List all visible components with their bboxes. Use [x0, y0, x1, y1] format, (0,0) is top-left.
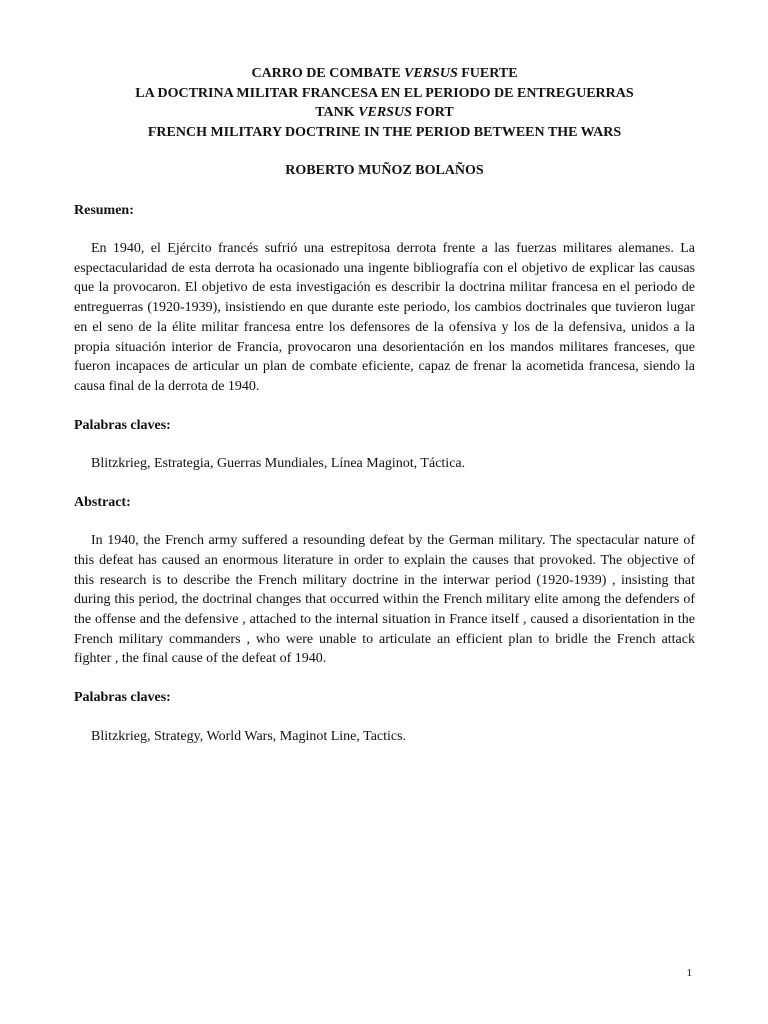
palabras-claves-en-heading: Palabras claves:	[74, 690, 171, 706]
title-english-part1: TANK	[315, 105, 359, 120]
subtitle-english: FRENCH MILITARY DOCTRINE IN THE PERIOD BETWEEN THE WARS	[147, 124, 622, 140]
palabras-claves-en-text: Blitzkrieg, Strategy, World Wars, Maginot Line, Tactics.	[91, 728, 407, 744]
page-number: 1	[686, 967, 692, 979]
title-spanish-versus: VERSUS	[404, 66, 458, 81]
title-english	[74, 103, 695, 123]
abstract-heading: Abstract:	[74, 494, 131, 510]
title-spanish-part1: CARRO DE COMBATE	[251, 66, 405, 81]
abstract-paragraph: In 1940, the French army suffered a resounding defeat by the German military. The spectacular nature of this defeat has caused an enormous literature in order to explain the causes that provoked. The objective of this research is to describe the French military doctrine in the interwar period (1920-1939) , insisting that during this period, the doctrinal changes that occurred within the French military elite among the defenders of the offense and the defensive , attached to the internal situation in France itself , caused a disorientation in the French military commanders , who were unable to articulate an efficient plan to bridle the French attack fighter , the final cause of the defeat of 1940.	[74, 533, 695, 667]
author-name: ROBERTO MUÑOZ BOLAÑOS	[285, 163, 484, 178]
title-english-part2: FORT	[411, 105, 454, 120]
palabras-claves-es-heading: Palabras claves:	[74, 417, 171, 433]
resumen-heading: Resumen:	[74, 202, 134, 218]
title-block	[74, 64, 695, 142]
title-spanish	[74, 64, 695, 84]
document-page	[74, 64, 695, 746]
subtitle-spanish: LA DOCTRINA MILITAR FRANCESA EN EL PERIODO DE ENTREGUERRAS	[135, 85, 634, 101]
title-spanish-part2: FUERTE	[457, 66, 518, 81]
palabras-claves-es-text: Blitzkrieg, Estrategia, Guerras Mundiales, Línea Maginot, Táctica.	[91, 456, 466, 472]
resumen-paragraph: En 1940, el Ejército francés sufrió una estrepitosa derrota frente a las fuerzas militares alemanes. La espectacularidad de esta derrota ha ocasionado una ingente bibliografía con el objetivo de explicar las causas que la provocaron. El objetivo de esta investigación es describir la doctrina militar francesa en el periodo de entreguerras (1920-1939), insistiendo en que durante este periodo, los cambios doctrinales que tuvieron lugar en el seno de la élite militar francesa entre los defensores de la ofensiva y los de la defensiva, unidos a la propia situación interior de Francia, provocaron una desorientación en los mandos militares franceses, que fueron incapaces de articular un plan de combate eficiente, capaz de frenar la acometida francesa, siendo la causa final de la derrota de 1940.	[74, 241, 695, 394]
title-english-versus: VERSUS	[358, 105, 412, 120]
